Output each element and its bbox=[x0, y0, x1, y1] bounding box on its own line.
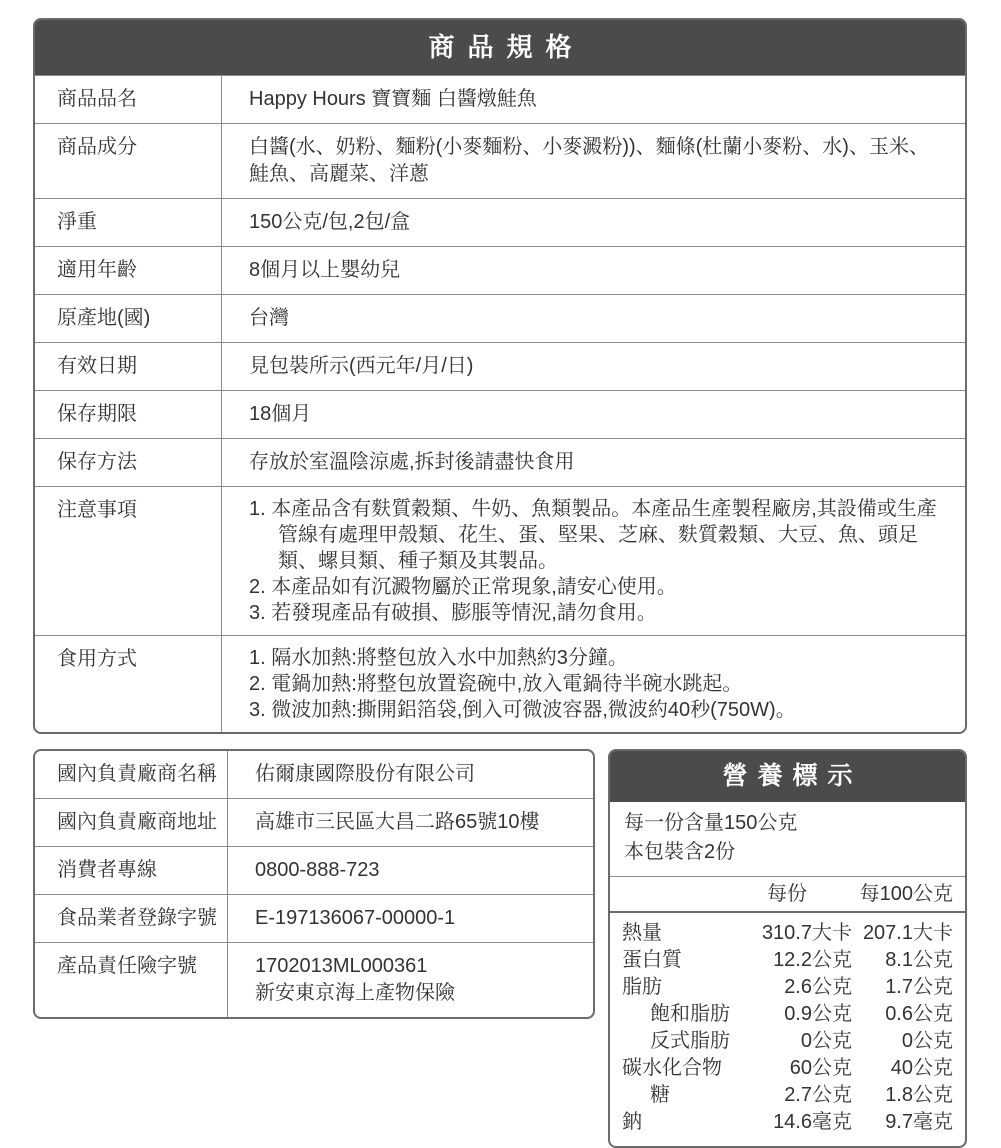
nutrition-serving-info bbox=[610, 802, 965, 877]
nutrient-per-100g: 207.1大卡 bbox=[862, 922, 953, 944]
nutrition-rows bbox=[610, 913, 965, 1146]
bottom-section bbox=[33, 749, 967, 1148]
nutrition-row-carbohydrate bbox=[622, 1055, 953, 1082]
spec-row-shelf-life bbox=[35, 390, 965, 438]
spec-row-age-range bbox=[35, 246, 965, 294]
usage-item: 3. 微波加熱:撕開鋁箔袋,倒入可微波容器,微波約40秒(750W)。 bbox=[249, 699, 796, 721]
spec-row-expiry-date bbox=[35, 342, 965, 390]
nutrient-name: 反式脂肪 bbox=[650, 1030, 730, 1052]
spec-table-title: 商品規格 bbox=[35, 20, 965, 75]
company-row-name bbox=[35, 751, 593, 798]
column-per-serving: 每份 bbox=[767, 883, 807, 905]
nutrient-per-100g: 1.8公克 bbox=[885, 1084, 953, 1106]
company-label: 產品責任險字號 bbox=[35, 943, 228, 1017]
page bbox=[33, 18, 967, 1148]
insurance-company: 新安東京海上產物保險 bbox=[255, 982, 455, 1004]
nutrition-row-calories bbox=[622, 920, 953, 947]
spec-row-notice bbox=[35, 486, 965, 635]
spec-label: 原產地(國) bbox=[35, 295, 222, 342]
nutrition-row-protein bbox=[622, 947, 953, 974]
spec-value-usage-list bbox=[222, 636, 965, 732]
company-value: 佑爾康國際股份有限公司 bbox=[255, 763, 475, 785]
spec-row-storage bbox=[35, 438, 965, 486]
spec-value: 見包裝所示(西元年/月/日) bbox=[249, 355, 474, 377]
nutrient-per-100g: 40公克 bbox=[890, 1057, 953, 1079]
spec-label: 有效日期 bbox=[35, 343, 222, 390]
spec-row-product-name bbox=[35, 75, 965, 123]
company-row-registration bbox=[35, 894, 593, 942]
spec-row-net-weight bbox=[35, 198, 965, 246]
nutrient-name: 糖 bbox=[650, 1084, 670, 1106]
company-row-hotline bbox=[35, 846, 593, 894]
nutrition-table bbox=[608, 749, 967, 1148]
spec-value-notice-list bbox=[222, 487, 965, 635]
company-row-insurance bbox=[35, 942, 593, 1017]
nutrient-name: 熱量 bbox=[622, 922, 662, 944]
spec-label: 保存方法 bbox=[35, 439, 222, 486]
notice-item: 2. 本產品如有沉澱物屬於正常現象,請安心使用。 bbox=[249, 576, 677, 598]
nutrition-row-saturated-fat bbox=[622, 1001, 953, 1028]
nutrient-name: 脂肪 bbox=[622, 976, 662, 998]
spec-label: 適用年齡 bbox=[35, 247, 222, 294]
spec-value: 台灣 bbox=[249, 307, 289, 329]
spec-label: 商品品名 bbox=[35, 76, 222, 123]
nutrient-per-serving: 0公克 bbox=[800, 1030, 852, 1052]
nutrient-per-serving: 60公克 bbox=[789, 1057, 852, 1079]
spec-row-ingredients bbox=[35, 123, 965, 198]
servings-per-package: 本包裝含2份 bbox=[624, 841, 736, 863]
spec-label: 保存期限 bbox=[35, 391, 222, 438]
company-info-table bbox=[33, 749, 595, 1019]
spec-row-usage bbox=[35, 635, 965, 732]
notice-item: 1. 本產品含有麩質穀類、牛奶、魚類製品。本產品生產製程廠房,其設備或生產管線有處理甲殼類、花生、蛋、堅果、芝麻、麩質穀類、大豆、魚、頭足類、螺貝類、種子類及其製品。 bbox=[249, 498, 937, 572]
company-value: 高雄市三民區大昌二路65號10樓 bbox=[255, 811, 540, 833]
nutrition-row-fat bbox=[622, 974, 953, 1001]
nutrition-row-sodium bbox=[622, 1109, 953, 1136]
serving-size: 每一份含量150公克 bbox=[624, 812, 798, 834]
column-per-100g: 每100公克 bbox=[859, 883, 953, 905]
spec-value: 150公克/包,2包/盒 bbox=[249, 211, 411, 233]
company-label: 國內負責廠商名稱 bbox=[35, 751, 228, 798]
nutrient-per-serving: 2.7公克 bbox=[784, 1084, 852, 1106]
notice-item: 3. 若發現產品有破損、膨脹等情況,請勿食用。 bbox=[249, 602, 657, 624]
nutrient-per-serving: 14.6毫克 bbox=[773, 1111, 852, 1133]
nutrient-per-serving: 2.6公克 bbox=[784, 976, 852, 998]
company-label: 消費者專線 bbox=[35, 847, 228, 894]
nutrition-row-trans-fat bbox=[622, 1028, 953, 1055]
nutrient-name: 蛋白質 bbox=[622, 949, 682, 971]
nutrition-column-headers bbox=[610, 877, 965, 913]
company-label: 食品業者登錄字號 bbox=[35, 895, 228, 942]
insurance-number: 1702013ML000361 bbox=[255, 955, 428, 977]
nutrition-row-sugar bbox=[622, 1082, 953, 1109]
usage-item: 1. 隔水加熱:將整包放入水中加熱約3分鐘。 bbox=[249, 647, 628, 669]
nutrient-name: 碳水化合物 bbox=[622, 1057, 722, 1079]
spec-label: 注意事項 bbox=[35, 487, 222, 635]
company-label: 國內負責廠商地址 bbox=[35, 799, 228, 846]
company-value bbox=[228, 943, 593, 1017]
nutrient-name: 飽和脂肪 bbox=[650, 1003, 730, 1025]
spec-row-origin bbox=[35, 294, 965, 342]
company-value: E-197136067-00000-1 bbox=[255, 907, 456, 929]
spec-value: 存放於室溫陰涼處,拆封後請盡快食用 bbox=[249, 451, 575, 473]
usage-item: 2. 電鍋加熱:將整包放置瓷碗中,放入電鍋待半碗水跳起。 bbox=[249, 673, 743, 695]
product-spec-table bbox=[33, 18, 967, 734]
nutrient-per-serving: 12.2公克 bbox=[773, 949, 852, 971]
company-row-address bbox=[35, 798, 593, 846]
nutrient-name: 鈉 bbox=[622, 1111, 642, 1133]
spec-label: 商品成分 bbox=[35, 124, 222, 198]
nutrient-per-serving: 310.7大卡 bbox=[761, 922, 852, 944]
spec-value: Happy Hours 寶寶麵 白醬燉鮭魚 bbox=[249, 88, 537, 110]
nutrient-per-100g: 0公克 bbox=[901, 1030, 953, 1052]
spec-label: 淨重 bbox=[35, 199, 222, 246]
nutrition-title: 營養標示 bbox=[610, 751, 965, 802]
nutrient-per-100g: 9.7毫克 bbox=[885, 1111, 953, 1133]
nutrient-per-100g: 1.7公克 bbox=[885, 976, 953, 998]
spec-value: 8個月以上嬰幼兒 bbox=[249, 259, 401, 281]
spec-value: 白醬(水、奶粉、麵粉(小麥麵粉、小麥澱粉))、麵條(杜蘭小麥粉、水)、玉米、鮭魚、高麗菜、洋蔥 bbox=[249, 136, 929, 185]
nutrient-per-100g: 8.1公克 bbox=[885, 949, 953, 971]
spec-value: 18個月 bbox=[249, 403, 312, 425]
company-value: 0800-888-723 bbox=[255, 859, 380, 881]
nutrient-per-serving: 0.9公克 bbox=[784, 1003, 852, 1025]
nutrient-per-100g: 0.6公克 bbox=[885, 1003, 953, 1025]
spec-label: 食用方式 bbox=[35, 636, 222, 732]
